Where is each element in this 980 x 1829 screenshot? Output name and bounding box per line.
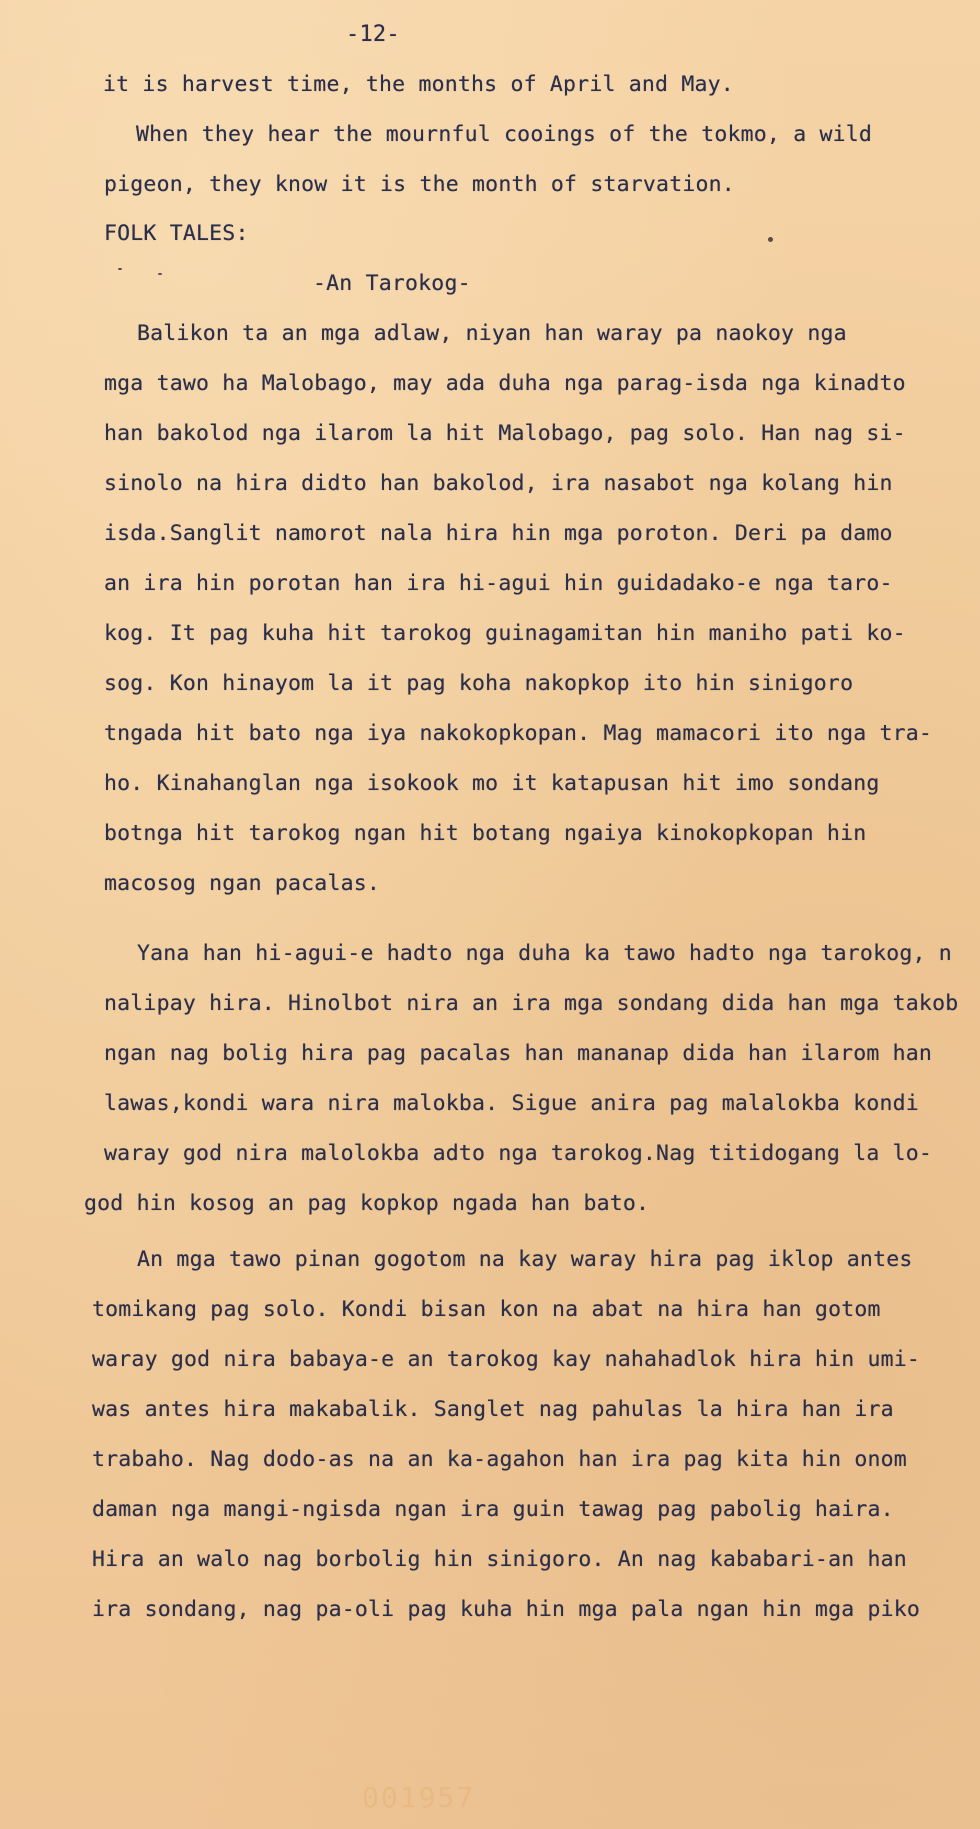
text-line: it is harvest time, the months of April and May. [103,72,734,97]
text-line: ngan nag bolig hira pag pacalas han mananap dida han ilarom han [104,1041,933,1066]
text-line: When they hear the mournful cooings of the tokmo, a wild [136,122,873,147]
text-line: daman nga mangi-ngisda ngan ira guin tawag pag pabolig haira. [92,1497,894,1522]
ink-speck [118,268,122,270]
text-line: tngada hit bato nga iya nakokopkopan. Mag mamacori ito nga tra- [104,721,933,746]
text-line: ira sondang, nag pa-oli pag kuha hin mga pala ngan hin mga piko [92,1597,921,1622]
section-heading: FOLK TALES: [104,221,249,246]
text-line: god hin kosog an pag kopkop ngada han bato. [84,1191,650,1216]
text-line: isda.Sanglit namorot nala hira hin mga poroton. Deri pa damo [104,521,893,546]
text-line: was antes hira makabalik. Sanglet nag pahulas la hira han ira [92,1397,894,1422]
story-title: -An Tarokog- [313,271,471,296]
text-line: kog. It pag kuha hit tarokog guinagamitan hin maniho pati ko- [104,621,906,646]
ink-speck [158,273,162,275]
text-line: Hira an walo nag borbolig hin sinigoro. An nag kababari-an han [92,1547,907,1572]
text-line: Balikon ta an mga adlaw, niyan han waray pa naokoy nga [137,321,847,346]
text-line: mga tawo ha Malobago, may ada duha nga parag-isda nga kinadto [104,371,906,396]
text-line: waray god nira malolokba adto nga tarokog.Nag titidogang la lo- [104,1141,933,1166]
text-line: han bakolod nga ilarom la hit Malobago, pag solo. Han nag si- [104,421,906,446]
text-line: An mga tawo pinan gogotom na kay waray hira pag iklop antes [137,1247,913,1272]
text-line: botnga hit tarokog ngan hit botang ngaiya kinokopkopan hin [104,821,867,846]
text-line: ho. Kinahanglan nga isokook mo it katapusan hit imo sondang [104,771,880,796]
text-line: sog. Kon hinayom la it pag koha nakopkop ito hin sinigoro [104,671,854,696]
text-line: tomikang pag solo. Kondi bisan kon na abat na hira han gotom [92,1297,881,1322]
text-line: pigeon, they know it is the month of starvation. [104,172,735,197]
page-number: -12- [346,22,400,47]
text-line: lawas,kondi wara nira malokba. Sigue anira pag malalokba kondi [104,1091,919,1116]
text-line: nalipay hira. Hinolbot nira an ira mga sondang dida han mga takob [104,991,959,1016]
text-line: sinolo na hira didto han bakolod, ira nasabot nga kolang hin [104,471,893,496]
text-line: waray god nira babaya-e an tarokog kay nahahadlok hira hin umi- [92,1347,921,1372]
text-line: trabaho. Nag dodo-as na an ka-agahon han ira pag kita hin onom [92,1447,907,1472]
text-line: an ira hin porotan han ira hi-agui hin guidadako-e nga taro- [104,571,893,596]
faint-stamp-number: 001957 [362,1781,476,1814]
text-line: macosog ngan pacalas. [104,871,381,896]
text-line: Yana han hi-agui-e hadto nga duha ka tawo hadto nga tarokog, n [137,941,952,966]
ink-speck [768,237,773,242]
